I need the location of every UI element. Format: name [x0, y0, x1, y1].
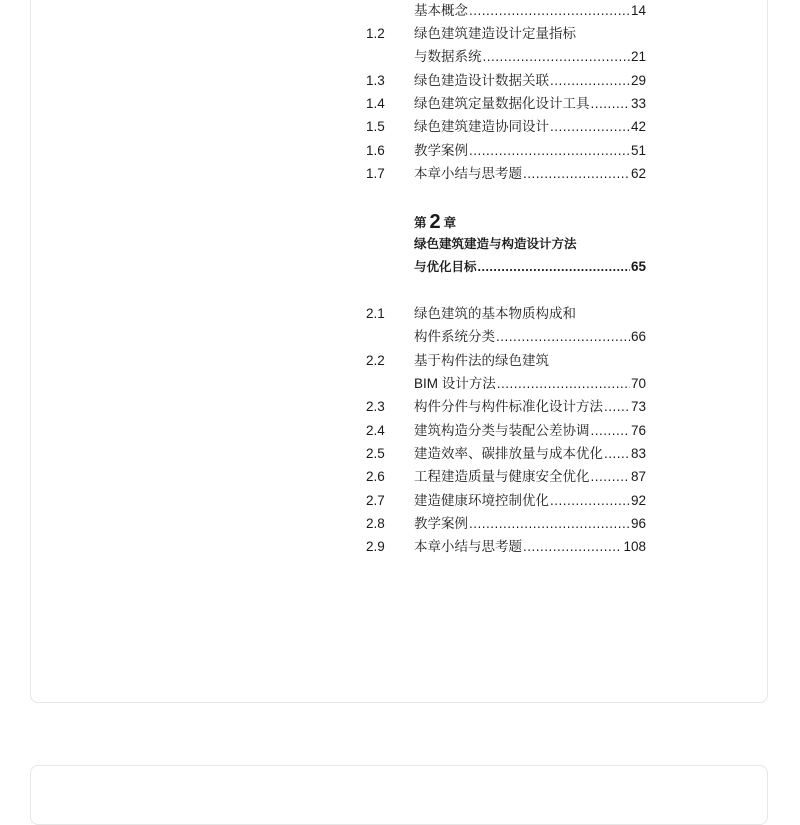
- toc-entry-title: 绿色建筑建造协同设计: [414, 119, 549, 134]
- toc-entry-title: BIM 设计方法: [414, 376, 496, 391]
- toc-entry-page: 87: [630, 469, 646, 484]
- toc-leader-dots: [497, 374, 630, 394]
- toc-leader-dots: [469, 514, 630, 534]
- toc-leader-dots: [478, 257, 630, 277]
- toc-entry: [366, 304, 646, 324]
- toc-entry-title: 建筑构造分类与装配公差协调: [414, 423, 590, 438]
- toc-entry-number: 1.3: [366, 73, 385, 88]
- toc-entry-number: 2.6: [366, 469, 385, 484]
- toc-leader-dots: [591, 94, 630, 114]
- toc-entry-title: 工程建造质量与健康安全优化: [414, 469, 590, 484]
- toc-entry-number: 2.8: [366, 516, 385, 531]
- toc-entry-title: 与数据系统: [414, 49, 482, 64]
- toc-entry-title: 基本概念: [414, 3, 468, 18]
- toc-entry: [366, 24, 646, 44]
- toc-leader-dots: [469, 141, 630, 161]
- chapter-suffix: 章: [443, 216, 457, 230]
- toc-entry-title-line1: 绿色建筑建造设计定量指标: [414, 26, 576, 41]
- chapter-title-line2: 与优化目标: [414, 260, 477, 274]
- toc-entry-number: 2.1: [366, 306, 385, 321]
- toc-entry-page: 21: [630, 49, 646, 64]
- toc-leader-dots: [523, 164, 630, 184]
- toc-entry-title: 构件分件与构件标准化设计方法: [414, 399, 603, 414]
- toc-entry: [366, 467, 646, 487]
- toc-entry: [366, 351, 646, 371]
- toc-entry: [366, 421, 646, 441]
- toc-leader-dots: [604, 397, 630, 417]
- toc-entry-page: 96: [630, 516, 646, 531]
- next-page-card: [30, 765, 768, 825]
- toc-entry-page: 73: [630, 399, 646, 414]
- toc-entry-page: 76: [630, 423, 646, 438]
- toc-leader-dots: [483, 47, 630, 67]
- toc-leader-dots: [550, 491, 630, 511]
- toc-entry: [366, 141, 646, 161]
- toc-leader-dots: [523, 537, 622, 557]
- toc-entry-number: 2.2: [366, 353, 385, 368]
- toc-entry-number: 2.9: [366, 539, 385, 554]
- toc-entry-number: 1.4: [366, 96, 385, 111]
- toc-entry-number: 1.5: [366, 119, 385, 134]
- chapter-page: 65: [630, 259, 646, 274]
- toc-entry: [366, 1, 646, 21]
- toc-entry: [366, 514, 646, 534]
- toc-leader-dots: [496, 327, 630, 347]
- toc-entry-page: 62: [630, 166, 646, 181]
- toc-entry-continued: [366, 374, 646, 394]
- toc-entry-page: 42: [630, 119, 646, 134]
- toc-leader-dots: [550, 71, 630, 91]
- toc-entry-continued: [366, 327, 646, 347]
- toc-entry-number: 2.3: [366, 399, 385, 414]
- toc-entry-page: 29: [630, 73, 646, 88]
- toc-entry-title: 本章小结与思考题: [414, 539, 522, 554]
- toc-leader-dots: [591, 421, 630, 441]
- toc-leader-dots: [591, 467, 630, 487]
- toc-entry: [366, 164, 646, 184]
- toc-entry-number: 2.5: [366, 446, 385, 461]
- toc-leader-dots: [604, 444, 630, 464]
- toc-entry: [366, 117, 646, 137]
- toc-entry-number: 1.6: [366, 143, 385, 158]
- toc-entry-continued: [366, 47, 646, 67]
- toc-entry-page: 108: [623, 539, 646, 554]
- toc-entry-title: 绿色建筑定量数据化设计工具: [414, 96, 590, 111]
- toc-entry-title: 绿色建造设计数据关联: [414, 73, 549, 88]
- toc-entry-page: 66: [630, 329, 646, 344]
- chapter-prefix: 第: [414, 216, 427, 230]
- chapter-heading: [414, 210, 456, 233]
- toc-entry: [366, 397, 646, 417]
- toc-entry-title: 建造健康环境控制优化: [414, 493, 549, 508]
- toc-entry-title: 教学案例: [414, 143, 468, 158]
- toc-entry: [366, 491, 646, 511]
- chapter-number: 2: [429, 211, 441, 233]
- toc-entry-page: 51: [630, 143, 646, 158]
- toc-entry-page: 92: [630, 493, 646, 508]
- toc-entry-title-line1: 绿色建筑的基本物质构成和: [414, 306, 576, 321]
- toc-entry-title: 建造效率、碳排放量与成本优化: [414, 446, 603, 461]
- toc-entry: [366, 71, 646, 91]
- toc-entry: [366, 94, 646, 114]
- toc-entry-title: 构件系统分类: [414, 329, 495, 344]
- toc-entry-number: 1.2: [366, 26, 385, 41]
- toc-entry-title: 教学案例: [414, 516, 468, 531]
- toc-entry-page: 70: [630, 376, 646, 391]
- toc-entry-title-line1: 基于构件法的绿色建筑: [414, 353, 549, 368]
- toc-leader-dots: [550, 117, 630, 137]
- toc-entry: [366, 444, 646, 464]
- toc-leader-dots: [469, 1, 630, 21]
- toc-entry-number: 2.7: [366, 493, 385, 508]
- toc-entry-page: 33: [630, 96, 646, 111]
- toc-entry: [366, 537, 646, 557]
- toc-entry-page: 14: [630, 3, 646, 18]
- toc-entry-number: 1.7: [366, 166, 385, 181]
- chapter-title-entry: [366, 257, 646, 277]
- toc-entry-title: 本章小结与思考题: [414, 166, 522, 181]
- chapter-title-line1: 绿色建筑建造与构造设计方法: [414, 237, 577, 251]
- toc-entry-page: 83: [630, 446, 646, 461]
- toc-entry-number: 2.4: [366, 423, 385, 438]
